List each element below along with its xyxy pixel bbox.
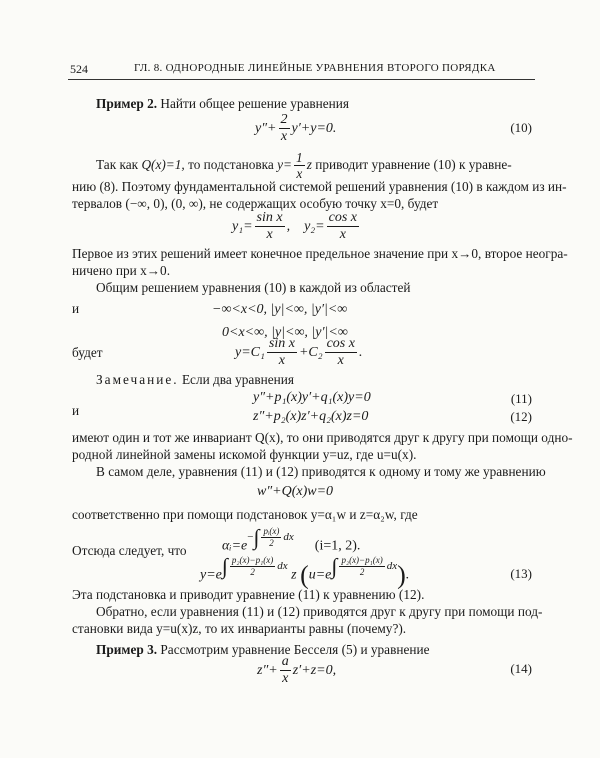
region-and: и: [72, 301, 80, 316]
equation-14-number: (14): [510, 661, 532, 676]
remark-line2: родной линейной замены искомой функции y=uz, где u=u(x).: [72, 447, 417, 462]
consequence-text: Отсюда следует, что: [72, 543, 187, 558]
example-2-label: Пример 2.: [96, 96, 158, 111]
cons-end: .: [405, 567, 410, 583]
equation-11-number: (11): [510, 391, 532, 406]
equation-11: y″+p₁(x)y′+q₁(x)y=0: [253, 390, 371, 405]
remark-line1: имеют один и тот же инвариант Q(x), то они приводятся друг к другу при помощи одно-: [72, 430, 573, 445]
para1-line2: нию (8). Поэтому фундаментальной системой решений уравнения (10) в каждом из ин-: [72, 179, 567, 194]
cons-exp-den: 2: [250, 566, 255, 577]
region-2: 0<x<∞, |y|<∞, |y′|<∞: [222, 325, 348, 340]
para1-z: z: [306, 156, 312, 172]
para1-text-f: приводит уравнение (10) к уравне-: [315, 156, 512, 172]
y2-lhs: y₂=: [304, 218, 325, 234]
equation-10-number: (10): [510, 120, 532, 135]
gen-fraction-1: [267, 336, 297, 369]
alpha-lhs: αᵢ=e: [222, 538, 248, 554]
remark-and: и: [72, 403, 80, 418]
gen-fraction-2: [325, 336, 357, 369]
y2-fraction: [327, 210, 359, 243]
remark-text: Если два уравнения: [181, 372, 294, 387]
cons-exp-fraction: [230, 555, 275, 577]
solutions-separator: ,: [286, 218, 291, 234]
header-rule: [68, 79, 535, 80]
right-paren-icon: ): [397, 560, 406, 590]
alpha-exp-sign: −: [247, 530, 254, 543]
integral-icon: ∫: [253, 524, 260, 549]
alpha-condition: (i=1, 2).: [314, 538, 361, 554]
y2-den: x: [339, 227, 346, 243]
equation-10: [255, 112, 336, 145]
eq10-fraction: [279, 112, 290, 145]
cons-lhs: y=e: [200, 567, 222, 583]
cons-exp-num: p₂(x)−p₁(x): [231, 555, 274, 566]
para3-line2: Обратно, если уравнения (11) и (12) приводятся друг к другу при помощи под-: [96, 604, 543, 619]
eq14-left: z″+: [257, 662, 278, 678]
para1-frac-den: x: [296, 166, 303, 182]
y2-num: cos x: [327, 210, 359, 227]
cons-dx: dx: [277, 559, 288, 572]
para1-y: y=: [277, 156, 293, 172]
para1-fraction: [294, 150, 305, 182]
gen-num-1: sin x: [267, 336, 297, 353]
para1-line3: тервалов (−∞, 0), (0, ∞), не содержащих особую точку x=0, будет: [72, 196, 439, 211]
eq14-den: x: [282, 671, 289, 687]
eq10-right: y′+y=0.: [291, 120, 337, 136]
para2-line1: Первое из этих решений имеет конечное предельное значение при x→0, второе неогра-: [72, 246, 568, 261]
eq14-num: a: [280, 654, 291, 671]
equation-14: [257, 654, 336, 687]
solutions-y1-y2: [232, 210, 361, 243]
para1-q: Q(x)=1,: [141, 156, 185, 172]
left-paren-icon: (: [300, 560, 309, 590]
integral-icon: ∫: [221, 553, 228, 578]
gen-mid: +C₂: [298, 344, 323, 360]
cons-u-exp-num: p₂(x)−p₁(x): [341, 555, 383, 566]
eq10-num: 2: [279, 112, 290, 129]
gen-den-2: x: [337, 353, 344, 369]
y1-lhs: y₁=: [232, 218, 253, 234]
alpha-exp-den: 2: [269, 537, 274, 548]
cons-u-dx: dx: [386, 559, 398, 572]
equation-w: w″+Q(x)w=0: [257, 484, 334, 499]
y1-fraction: [255, 210, 285, 243]
eq14-right: z′+z=0,: [292, 662, 337, 678]
eq10-den: x: [280, 129, 288, 145]
gen-lhs: y=C₁: [235, 344, 265, 360]
cons-u-lhs: u=e: [308, 567, 332, 583]
para1-text-c: то подстановка: [188, 156, 274, 172]
gen-end: .: [358, 344, 363, 360]
will-be-text: будет: [72, 345, 103, 360]
cons-u-exp-fraction: [339, 555, 384, 577]
general-solution: [235, 336, 362, 369]
integral-icon: ∫: [331, 553, 338, 578]
alpha-formula: [222, 524, 360, 555]
y1-den: x: [266, 227, 273, 243]
alpha-dx: dx: [283, 530, 294, 543]
region-1: −∞<x<0, |y|<∞, |y′|<∞: [212, 302, 348, 317]
para1-line1: [96, 150, 512, 182]
para2-line3: Общим решением уравнения (10) в каждой из областей: [96, 280, 411, 295]
remark-label: Замечание.: [96, 372, 179, 387]
cons-u-exp-den: 2: [359, 566, 365, 577]
chapter-title: ГЛ. 8. ОДНОРОДНЫЕ ЛИНЕЙНЫЕ УРАВНЕНИЯ ВТОРОГО ПОРЯДКА: [134, 62, 496, 74]
example-2-intro: [96, 95, 349, 113]
eq10-left: y″+: [255, 120, 277, 136]
para1-text-a: Так как: [96, 156, 139, 172]
equation-12: z″+p₂(x)z′+q₂(x)z=0: [253, 409, 369, 424]
gen-den-1: x: [278, 353, 286, 369]
alpha-exp-num: pᵢ(x): [263, 526, 280, 537]
eq14-fraction: [280, 654, 291, 687]
remark-intro: [96, 371, 294, 389]
cons-z: z: [291, 567, 297, 583]
para1-frac-num: 1: [296, 150, 303, 165]
para3-line1: Эта подстановка и приводит уравнение (11) к уравнению (12).: [72, 587, 425, 602]
gen-num-2: cos x: [325, 336, 357, 353]
equation-13: [200, 553, 409, 590]
para3-line3: становки вида y=u(x)z, то их инварианты равны (почему?).: [72, 621, 407, 636]
example-2-text: Найти общее решение уравнения: [160, 96, 350, 111]
page-number: 524: [70, 62, 88, 76]
example-3-label: Пример 3.: [96, 642, 158, 657]
alpha-exp-fraction: [261, 526, 281, 548]
example-3-text: Рассмотрим уравнение Бесселя (5) и уравнение: [160, 642, 430, 657]
equation-13-number: (13): [510, 566, 532, 581]
equation-12-number: (12): [510, 409, 532, 424]
remark-line4: соответственно при помощи подстановок y=α₁w и z=α₂w, где: [72, 507, 418, 522]
para2-line2: ничено при x→0.: [72, 263, 171, 278]
y1-num: sin x: [255, 210, 285, 227]
remark-line3: В самом деле, уравнения (11) и (12) приводятся к одному и тому же уравнению: [96, 464, 546, 479]
